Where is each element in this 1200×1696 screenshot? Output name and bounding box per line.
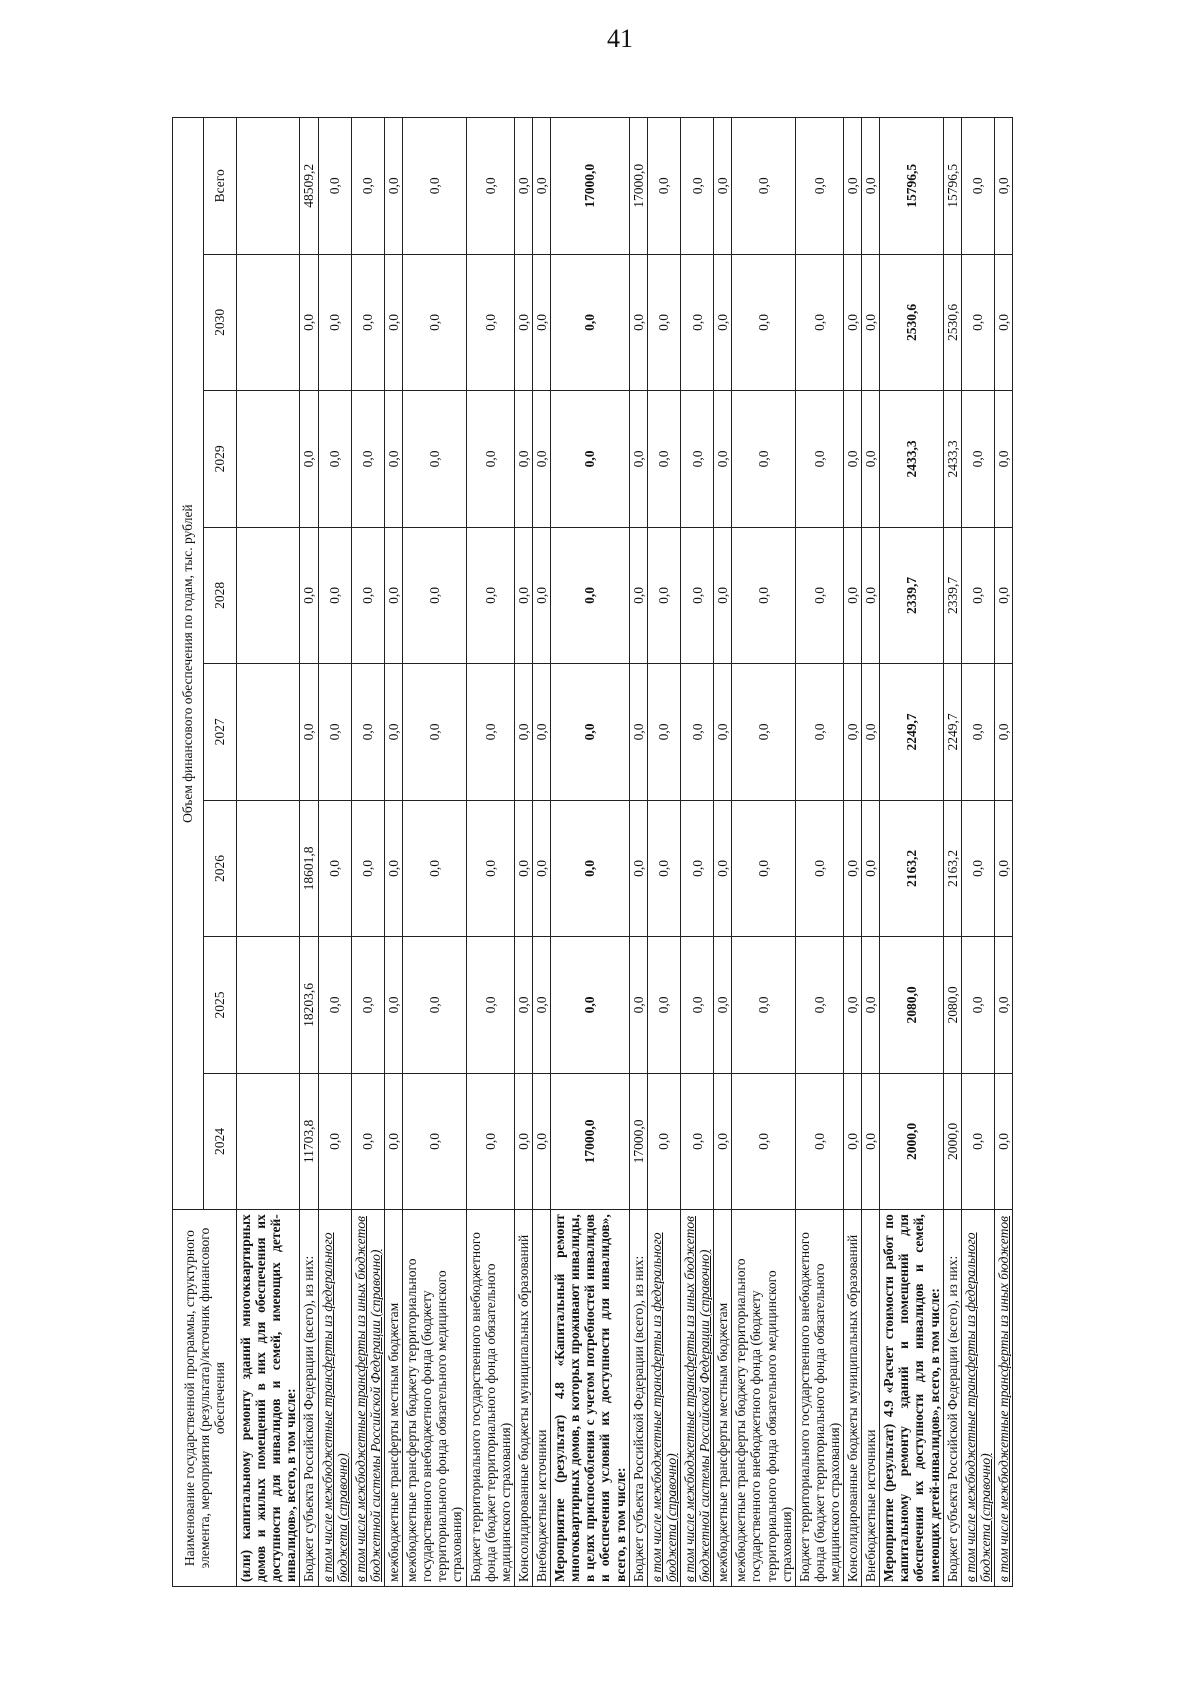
- row-value-2027: 0,0: [862, 664, 880, 801]
- row-source-name: (или) капитальному ремонту зданий многоквартирных домов и жилых помещений в них для обеспечения их доступности для инвалидов и семей, имеющих детей-инвалидов», всего, в том числе:: [237, 1210, 300, 1587]
- row-value-2030: 0,0: [862, 254, 880, 391]
- table-row: [862, 118, 880, 1587]
- row-value-Всего: 0,0: [403, 118, 466, 255]
- row-value-2030: 0,0: [514, 254, 532, 391]
- row-value-2025: 0,0: [318, 937, 351, 1074]
- row-value-Всего: 0,0: [532, 118, 550, 255]
- table-row: [995, 118, 1013, 1587]
- row-value-2030: 0,0: [351, 254, 384, 391]
- row-value-2026: 18601,8: [300, 800, 318, 937]
- row-value-2026: 0,0: [995, 800, 1013, 937]
- row-value-Всего: 0,0: [466, 118, 514, 255]
- row-value-2024: 0,0: [647, 1073, 680, 1210]
- row-value-2027: 0,0: [961, 664, 994, 801]
- row-value-2024: 0,0: [532, 1073, 550, 1210]
- row-value-2030: 0,0: [732, 254, 795, 391]
- row-value-2029: 0,0: [351, 391, 384, 528]
- row-value-2024: 0,0: [318, 1073, 351, 1210]
- row-value-2028: 0,0: [466, 527, 514, 664]
- row-value-2028: 0,0: [403, 527, 466, 664]
- table-row: [714, 118, 732, 1587]
- row-value-2029: 0,0: [300, 391, 318, 528]
- row-value-2028: 0,0: [647, 527, 680, 664]
- row-value-2029: 0,0: [514, 391, 532, 528]
- row-value-2029: 0,0: [629, 391, 647, 528]
- row-value-2027: 0,0: [795, 664, 843, 801]
- row-value-2028: 0,0: [714, 527, 732, 664]
- row-value-2027: 0,0: [995, 664, 1013, 801]
- row-value-2025: 18203,6: [300, 937, 318, 1074]
- table-row: [880, 118, 943, 1587]
- row-value-2026: 0,0: [351, 800, 384, 937]
- header-volume-title: Объем финансового обеспечения по годам, тыс. рублей: [173, 118, 204, 1210]
- row-value-2024: 0,0: [384, 1073, 402, 1210]
- row-value-2028: 2339,7: [880, 527, 943, 664]
- row-value-2027: 0,0: [300, 664, 318, 801]
- row-value-2028: 0,0: [680, 527, 713, 664]
- row-value-2026: 0,0: [844, 800, 862, 937]
- row-value-2029: 0,0: [532, 391, 550, 528]
- row-value-2024: 2000,0: [880, 1073, 943, 1210]
- row-value-2029: [237, 391, 300, 528]
- row-value-2026: 0,0: [318, 800, 351, 937]
- row-value-2024: 0,0: [995, 1073, 1013, 1210]
- row-value-Всего: 0,0: [862, 118, 880, 255]
- row-value-2030: 0,0: [466, 254, 514, 391]
- row-value-2027: 2249,7: [943, 664, 961, 801]
- row-value-2029: 0,0: [714, 391, 732, 528]
- row-value-2029: 0,0: [844, 391, 862, 528]
- header-row-top: [173, 118, 204, 1587]
- row-value-2026: 0,0: [532, 800, 550, 937]
- row-value-2025: 0,0: [961, 937, 994, 1074]
- row-value-2030: 0,0: [714, 254, 732, 391]
- row-value-2025: 0,0: [629, 937, 647, 1074]
- row-value-2029: 0,0: [995, 391, 1013, 528]
- row-value-2027: [237, 664, 300, 801]
- row-value-2026: 0,0: [384, 800, 402, 937]
- row-value-2025: 0,0: [647, 937, 680, 1074]
- table-body: [237, 118, 1013, 1587]
- header-year-5: 2028: [204, 527, 237, 664]
- row-value-2027: 0,0: [403, 664, 466, 801]
- row-value-2024: 0,0: [795, 1073, 843, 1210]
- row-value-2028: 0,0: [318, 527, 351, 664]
- row-value-2025: 0,0: [532, 937, 550, 1074]
- row-value-2026: 0,0: [551, 800, 630, 937]
- row-value-2024: 17000,0: [551, 1073, 630, 1210]
- row-value-2026: 0,0: [647, 800, 680, 937]
- row-value-2028: 0,0: [351, 527, 384, 664]
- row-value-2024: 2000,0: [943, 1073, 961, 1210]
- row-value-2024: 0,0: [862, 1073, 880, 1210]
- rotated-table-container: [172, 117, 1090, 1587]
- row-value-2028: 0,0: [300, 527, 318, 664]
- row-value-Всего: 0,0: [680, 118, 713, 255]
- row-value-2027: 2249,7: [880, 664, 943, 801]
- row-source-name: межбюджетные трансферты местным бюджетам: [714, 1210, 732, 1587]
- row-value-2029: 0,0: [466, 391, 514, 528]
- row-value-2028: 2339,7: [943, 527, 961, 664]
- row-value-Всего: 0,0: [514, 118, 532, 255]
- table-row: [680, 118, 713, 1587]
- row-value-2029: 0,0: [795, 391, 843, 528]
- row-value-2029: 0,0: [551, 391, 630, 528]
- table-row: [466, 118, 514, 1587]
- row-value-2025: 0,0: [351, 937, 384, 1074]
- row-value-2030: 0,0: [629, 254, 647, 391]
- row-source-name: Мероприятие (результат) 4.9 «Расчет стоимости работ по капитальному ремонту зданий и помещений для обеспечения их доступности для инвалидов и семей, имеющих детей-инвалидов», всего, в том числе:: [880, 1210, 943, 1587]
- row-source-name: Бюджет территориального государственного внебюджетного фонда (бюджет территориального фонда обязательного медицинского страхования): [466, 1210, 514, 1587]
- row-source-name: Бюджет территориального государственного внебюджетного фонда (бюджет территориального фонда обязательного медицинского страхования): [795, 1210, 843, 1587]
- row-value-2025: 0,0: [551, 937, 630, 1074]
- row-value-2027: 0,0: [551, 664, 630, 801]
- row-source-name: межбюджетные трансферты бюджету территориального государственного внебюджетного фонда (бюджету территориального фонда обязательного медицинского страхования): [403, 1210, 466, 1587]
- table-row: [351, 118, 384, 1587]
- row-value-2028: 0,0: [732, 527, 795, 664]
- row-value-2024: 0,0: [732, 1073, 795, 1210]
- row-value-Всего: 48509,2: [300, 118, 318, 255]
- row-source-name: в том числе межбюджетные трансферты из федерального бюджета (справочно): [647, 1210, 680, 1587]
- table-row: [318, 118, 351, 1587]
- row-source-name: межбюджетные трансферты местным бюджетам: [384, 1210, 402, 1587]
- row-value-2029: 2433,3: [943, 391, 961, 528]
- row-value-2025: [237, 937, 300, 1074]
- row-value-2028: 0,0: [514, 527, 532, 664]
- row-value-2027: 0,0: [732, 664, 795, 801]
- row-value-2024: 0,0: [514, 1073, 532, 1210]
- header-year-1: 2024: [204, 1073, 237, 1210]
- row-value-2029: 0,0: [384, 391, 402, 528]
- row-value-2025: 0,0: [862, 937, 880, 1074]
- row-source-name: в том числе межбюджетные трансферты из федерального бюджета (справочно): [318, 1210, 351, 1587]
- row-value-2030: 0,0: [532, 254, 550, 391]
- table-row: [237, 118, 300, 1587]
- row-value-2029: 0,0: [403, 391, 466, 528]
- row-value-Всего: 0,0: [384, 118, 402, 255]
- row-value-2030: 0,0: [403, 254, 466, 391]
- row-value-2024: 17000,0: [629, 1073, 647, 1210]
- header-name-column: Наименование государственной программы, структурного элемента, мероприятия (результата)/источник финансового обеспечения: [173, 1210, 237, 1587]
- row-value-2030: 0,0: [844, 254, 862, 391]
- row-value-2026: 0,0: [961, 800, 994, 937]
- row-value-2025: 0,0: [844, 937, 862, 1074]
- row-value-Всего: 0,0: [351, 118, 384, 255]
- row-value-2025: 0,0: [466, 937, 514, 1074]
- row-value-2030: 2530,6: [943, 254, 961, 391]
- row-source-name: в том числе межбюджетные трансферты из иных бюджетов бюджетной системы Российской Федерации (справочно): [680, 1210, 713, 1587]
- table-row: [514, 118, 532, 1587]
- table-row: [647, 118, 680, 1587]
- row-value-Всего: 17000,0: [551, 118, 630, 255]
- row-value-2024: 0,0: [961, 1073, 994, 1210]
- row-value-Всего: 17000,0: [629, 118, 647, 255]
- table-row: [300, 118, 318, 1587]
- row-value-Всего: 0,0: [732, 118, 795, 255]
- row-value-2026: 2163,2: [943, 800, 961, 937]
- row-value-2026: 0,0: [403, 800, 466, 937]
- row-value-2028: 0,0: [384, 527, 402, 664]
- row-value-2030: 0,0: [795, 254, 843, 391]
- financing-table: [172, 117, 1013, 1587]
- header-year-8: Всего: [204, 118, 237, 255]
- row-source-name: в том числе межбюджетные трансферты из иных бюджетов: [995, 1210, 1013, 1587]
- row-value-2026: 0,0: [732, 800, 795, 937]
- row-value-2029: 0,0: [318, 391, 351, 528]
- row-value-2027: 0,0: [629, 664, 647, 801]
- row-value-2028: 0,0: [995, 527, 1013, 664]
- row-value-2027: 0,0: [647, 664, 680, 801]
- row-value-2026: 0,0: [680, 800, 713, 937]
- header-year-6: 2029: [204, 391, 237, 528]
- row-value-2028: 0,0: [862, 527, 880, 664]
- header-year-7: 2030: [204, 254, 237, 391]
- row-value-2029: 0,0: [680, 391, 713, 528]
- row-value-2030: 0,0: [647, 254, 680, 391]
- row-value-2029: 2433,3: [880, 391, 943, 528]
- row-value-2030: 0,0: [995, 254, 1013, 391]
- table-row: [795, 118, 843, 1587]
- table-row: [532, 118, 550, 1587]
- row-source-name: в том числе межбюджетные трансферты из иных бюджетов бюджетной системы Российской Федерации (справочно): [351, 1210, 384, 1587]
- row-value-2024: 0,0: [680, 1073, 713, 1210]
- row-value-2030: 0,0: [300, 254, 318, 391]
- table-row: [732, 118, 795, 1587]
- table-row: [384, 118, 402, 1587]
- row-value-2025: 0,0: [403, 937, 466, 1074]
- table-row: [943, 118, 961, 1587]
- row-value-2030: [237, 254, 300, 391]
- row-value-Всего: 0,0: [961, 118, 994, 255]
- row-value-2029: 0,0: [732, 391, 795, 528]
- row-value-2025: 0,0: [714, 937, 732, 1074]
- row-value-Всего: [237, 118, 300, 255]
- row-value-2025: 0,0: [795, 937, 843, 1074]
- row-value-2030: 0,0: [961, 254, 994, 391]
- row-value-2024: 0,0: [403, 1073, 466, 1210]
- row-value-2026: 0,0: [795, 800, 843, 937]
- row-value-2024: 0,0: [844, 1073, 862, 1210]
- row-source-name: Мероприятие (результат) 4.8 «Капитальный ремонт многоквартирных домов, в которых проживают инвалиды, в целях приспособления с учетом потребностей инвалидов и обеспечения условий их доступности для инвалидов», всего, в том числе:: [551, 1210, 630, 1587]
- row-value-2027: 0,0: [714, 664, 732, 801]
- row-source-name: Бюджет субъекта Российской Федерации (всего), из них:: [629, 1210, 647, 1587]
- row-value-2026: 0,0: [514, 800, 532, 937]
- table-row: [844, 118, 862, 1587]
- row-source-name: Консолидированные бюджеты муниципальных образований: [844, 1210, 862, 1587]
- row-source-name: Консолидированные бюджеты муниципальных образований: [514, 1210, 532, 1587]
- row-value-2028: 0,0: [795, 527, 843, 664]
- row-value-2025: 0,0: [514, 937, 532, 1074]
- row-value-2028: 0,0: [629, 527, 647, 664]
- row-value-2025: 0,0: [732, 937, 795, 1074]
- row-value-2026: 0,0: [862, 800, 880, 937]
- row-source-name: Внебюджетные источники: [862, 1210, 880, 1587]
- header-year-2: 2025: [204, 937, 237, 1074]
- row-value-2026: [237, 800, 300, 937]
- row-value-Всего: 0,0: [995, 118, 1013, 255]
- row-value-2028: 0,0: [551, 527, 630, 664]
- row-value-2027: 0,0: [384, 664, 402, 801]
- row-value-2028: 0,0: [532, 527, 550, 664]
- row-value-2027: 0,0: [532, 664, 550, 801]
- row-value-2026: 2163,2: [880, 800, 943, 937]
- row-value-2027: 0,0: [466, 664, 514, 801]
- row-value-2024: [237, 1073, 300, 1210]
- row-source-name: межбюджетные трансферты бюджету территориального государственного внебюджетного фонда (бюджету территориального фонда обязательного медицинского страхования): [732, 1210, 795, 1587]
- row-source-name: Внебюджетные источники: [532, 1210, 550, 1587]
- row-value-Всего: 0,0: [714, 118, 732, 255]
- table-row: [551, 118, 630, 1587]
- row-value-2024: 0,0: [466, 1073, 514, 1210]
- row-value-2025: 0,0: [995, 937, 1013, 1074]
- row-value-2025: 0,0: [680, 937, 713, 1074]
- row-value-2029: 0,0: [647, 391, 680, 528]
- header-year-3: 2026: [204, 800, 237, 937]
- row-value-2027: 0,0: [680, 664, 713, 801]
- row-value-2026: 0,0: [714, 800, 732, 937]
- row-value-2030: 0,0: [551, 254, 630, 391]
- row-source-name: Бюджет субъекта Российской Федерации (всего), из них:: [300, 1210, 318, 1587]
- row-value-2025: 0,0: [384, 937, 402, 1074]
- row-value-Всего: 15796,5: [943, 118, 961, 255]
- row-value-2026: 0,0: [629, 800, 647, 937]
- row-value-2027: 0,0: [318, 664, 351, 801]
- row-value-Всего: 0,0: [844, 118, 862, 255]
- row-value-2030: 2530,6: [880, 254, 943, 391]
- row-value-2026: 0,0: [466, 800, 514, 937]
- row-value-2030: 0,0: [384, 254, 402, 391]
- row-value-2027: 0,0: [514, 664, 532, 801]
- row-value-2030: 0,0: [680, 254, 713, 391]
- table-row: [629, 118, 647, 1587]
- row-value-Всего: 0,0: [318, 118, 351, 255]
- row-value-2024: 0,0: [351, 1073, 384, 1210]
- row-value-2030: 0,0: [318, 254, 351, 391]
- table-row: [961, 118, 994, 1587]
- row-value-Всего: 0,0: [795, 118, 843, 255]
- row-value-2025: 2080,0: [880, 937, 943, 1074]
- row-value-2028: 0,0: [844, 527, 862, 664]
- row-value-2029: 0,0: [862, 391, 880, 528]
- row-value-Всего: 15796,5: [880, 118, 943, 255]
- row-value-Всего: 0,0: [647, 118, 680, 255]
- page-number: 41: [607, 24, 633, 53]
- header-year-4: 2027: [204, 664, 237, 801]
- row-value-2028: 0,0: [961, 527, 994, 664]
- row-value-2024: 11703,8: [300, 1073, 318, 1210]
- row-value-2027: 0,0: [351, 664, 384, 801]
- row-value-2024: 0,0: [714, 1073, 732, 1210]
- row-value-2025: 2080,0: [943, 937, 961, 1074]
- table-row: [403, 118, 466, 1587]
- row-source-name: Бюджет субъекта Российской Федерации (всего), из них:: [943, 1210, 961, 1587]
- row-source-name: в том числе межбюджетные трансферты из федерального бюджета (справочно): [961, 1210, 994, 1587]
- row-value-2027: 0,0: [844, 664, 862, 801]
- row-value-2028: [237, 527, 300, 664]
- row-value-2029: 0,0: [961, 391, 994, 528]
